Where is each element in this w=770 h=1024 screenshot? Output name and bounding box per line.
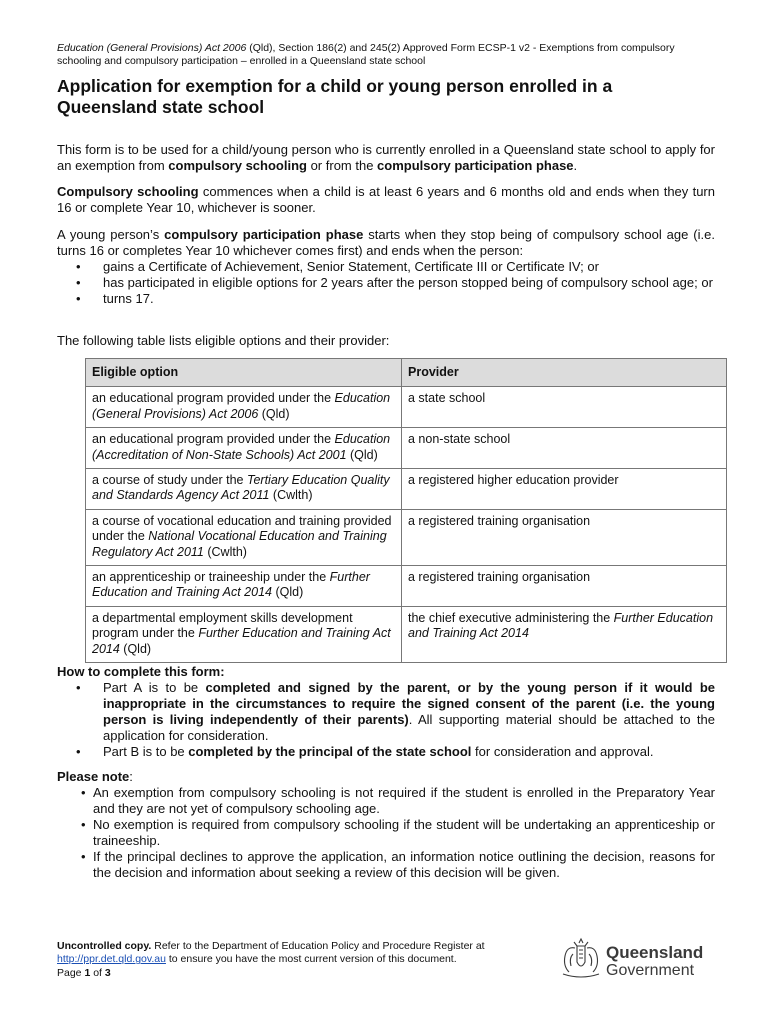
participation-end-conditions <box>57 259 715 307</box>
list-item: • Part A is to be completed and signed by the parent, or by the young person if it would be inappropriate in the circumstances to require the signed consent of the parent (i.e. the young person is living independently of their parents). All supporting material should be attached to the application for consideration. <box>57 680 715 744</box>
motto-ribbon-icon <box>563 974 599 977</box>
act-name: Education (General Provisions) Act 2006 <box>57 42 247 54</box>
provider-cell: a registered training organisation <box>402 566 727 607</box>
column-header-provider: Provider <box>402 359 727 387</box>
please-note-section <box>57 769 715 881</box>
left-supporter-icon <box>565 948 576 972</box>
eligible-option-cell: a course of vocational education and training provided under the National Vocational Education and Training Regulatory Act 2011 (Cwlth) <box>86 509 402 565</box>
participation-term: compulsory participation phase <box>164 227 364 242</box>
table-row <box>86 387 727 428</box>
compulsory-schooling-paragraph <box>57 184 715 216</box>
list-item: • Part B is to be completed by the principal of the state school for consideration and approval. <box>57 744 715 760</box>
please-note-heading: Please note: <box>57 769 133 784</box>
eligible-options-table <box>85 358 727 663</box>
uncontrolled-copy-notice: Uncontrolled copy. Refer to the Department of Education Policy and Procedure Register at <box>57 940 485 952</box>
eligible-option-cell: an educational program provided under the Education (General Provisions) Act 2006 (Qld) <box>86 387 402 428</box>
list-item: • gains a Certificate of Achievement, Senior Statement, Certificate III or Certificate IV; or <box>57 259 715 275</box>
schooling-definition: commences when a child is at least 6 years and 6 months old and ends when they turn 16 or complete Year 10, whichever is sooner. <box>57 184 715 215</box>
list-item: • If the principal declines to approve the application, an information notice outlining the decision, reasons for the decision and information about seeking a review of this decision will be given. <box>57 849 715 881</box>
provider-cell: the chief executive administering the Further Education and Training Act 2014 <box>402 606 727 662</box>
participation-text: A young person’s <box>57 227 165 242</box>
please-note-list <box>57 785 715 881</box>
table-row <box>86 606 727 662</box>
participation-phase-section <box>57 227 715 307</box>
eligible-option-cell: an educational program provided under the Education (Accreditation of Non-State Schools) Act 2001 (Qld) <box>86 428 402 469</box>
provider-cell: a non-state school <box>402 428 727 469</box>
page-number: Page 1 of 3 <box>57 966 111 979</box>
eligible-option-cell: a course of study under the Tertiary Education Quality and Standards Agency Act 2011 (Cwlth) <box>86 469 402 510</box>
logo-line-queensland: Queensland <box>606 943 704 962</box>
document-footer <box>57 940 557 980</box>
register-reference: http://ppr.det.qld.gov.au to ensure you have the most current version of this document. <box>57 953 457 966</box>
table-header-row <box>86 359 727 387</box>
how-to-complete-heading: How to complete this form: <box>57 664 225 679</box>
participation-definition: starts when they stop being of compulsory school age (i.e. turns 16 or completes Year 10 whichever comes first) and ends when the person: <box>57 227 715 258</box>
intro-bold-schooling: compulsory schooling <box>168 158 307 173</box>
table-row <box>86 469 727 510</box>
eligible-option-cell: an apprenticeship or traineeship under the Further Education and Training Act 2014 (Qld) <box>86 566 402 607</box>
form-reference-header <box>57 42 715 67</box>
list-item: • turns 17. <box>57 291 715 307</box>
intro-text-2: or from the <box>306 158 378 173</box>
queensland-government-logo <box>606 944 703 980</box>
table-row <box>86 509 727 565</box>
ppr-register-link[interactable]: http://ppr.det.qld.gov.au <box>57 953 166 966</box>
intro-paragraph <box>57 142 715 174</box>
column-header-eligible-option: Eligible option <box>86 359 402 387</box>
intro-period: . <box>573 158 578 173</box>
table-row <box>86 566 727 607</box>
intro-bold-phase: compulsory participation phase <box>377 158 574 173</box>
eligible-option-cell: a departmental employment skills development program under the Further Education and Training Act 2014 (Qld) <box>86 606 402 662</box>
schooling-term: Compulsory schooling <box>57 184 199 199</box>
list-item: • No exemption is required from compulsory schooling if the student will be undertaking an apprenticeship or traineeship. <box>57 817 715 849</box>
page-title: Application for exemption for a child or young person enrolled in a Queensland state school <box>57 76 613 117</box>
table-row <box>86 428 727 469</box>
crest-shield-icon <box>577 946 585 966</box>
provider-cell: a registered higher education provider <box>402 469 727 510</box>
header-rest: (Qld), Section 186(2) and 245(2) Approved Form ECSP-1 v2 - Exemptions from compulsory schooling and compulsory participation – enrolled in a Queensland state school <box>57 42 675 67</box>
right-supporter-icon <box>587 948 598 972</box>
list-item: • An exemption from compulsory schooling is not required if the student is enrolled in the Preparatory Year and they are not yet of compulsory schooling age. <box>57 785 715 817</box>
how-to-complete-list <box>57 680 715 760</box>
intro-text: This form is to be used for a child/young person who is currently enrolled in a Queensland state school to apply for an exemption from <box>57 142 715 173</box>
table-intro: The following table lists eligible options and their provider: <box>57 333 390 348</box>
logo-line-government: Government <box>606 962 695 979</box>
crown-icon <box>574 939 588 946</box>
list-item: • has participated in eligible options for 2 years after the person stopped being of compulsory school age; or <box>57 275 715 291</box>
provider-cell: a registered training organisation <box>402 509 727 565</box>
how-to-complete-section <box>57 664 715 760</box>
provider-cell: a state school <box>402 387 727 428</box>
participation-paragraph <box>57 227 715 259</box>
